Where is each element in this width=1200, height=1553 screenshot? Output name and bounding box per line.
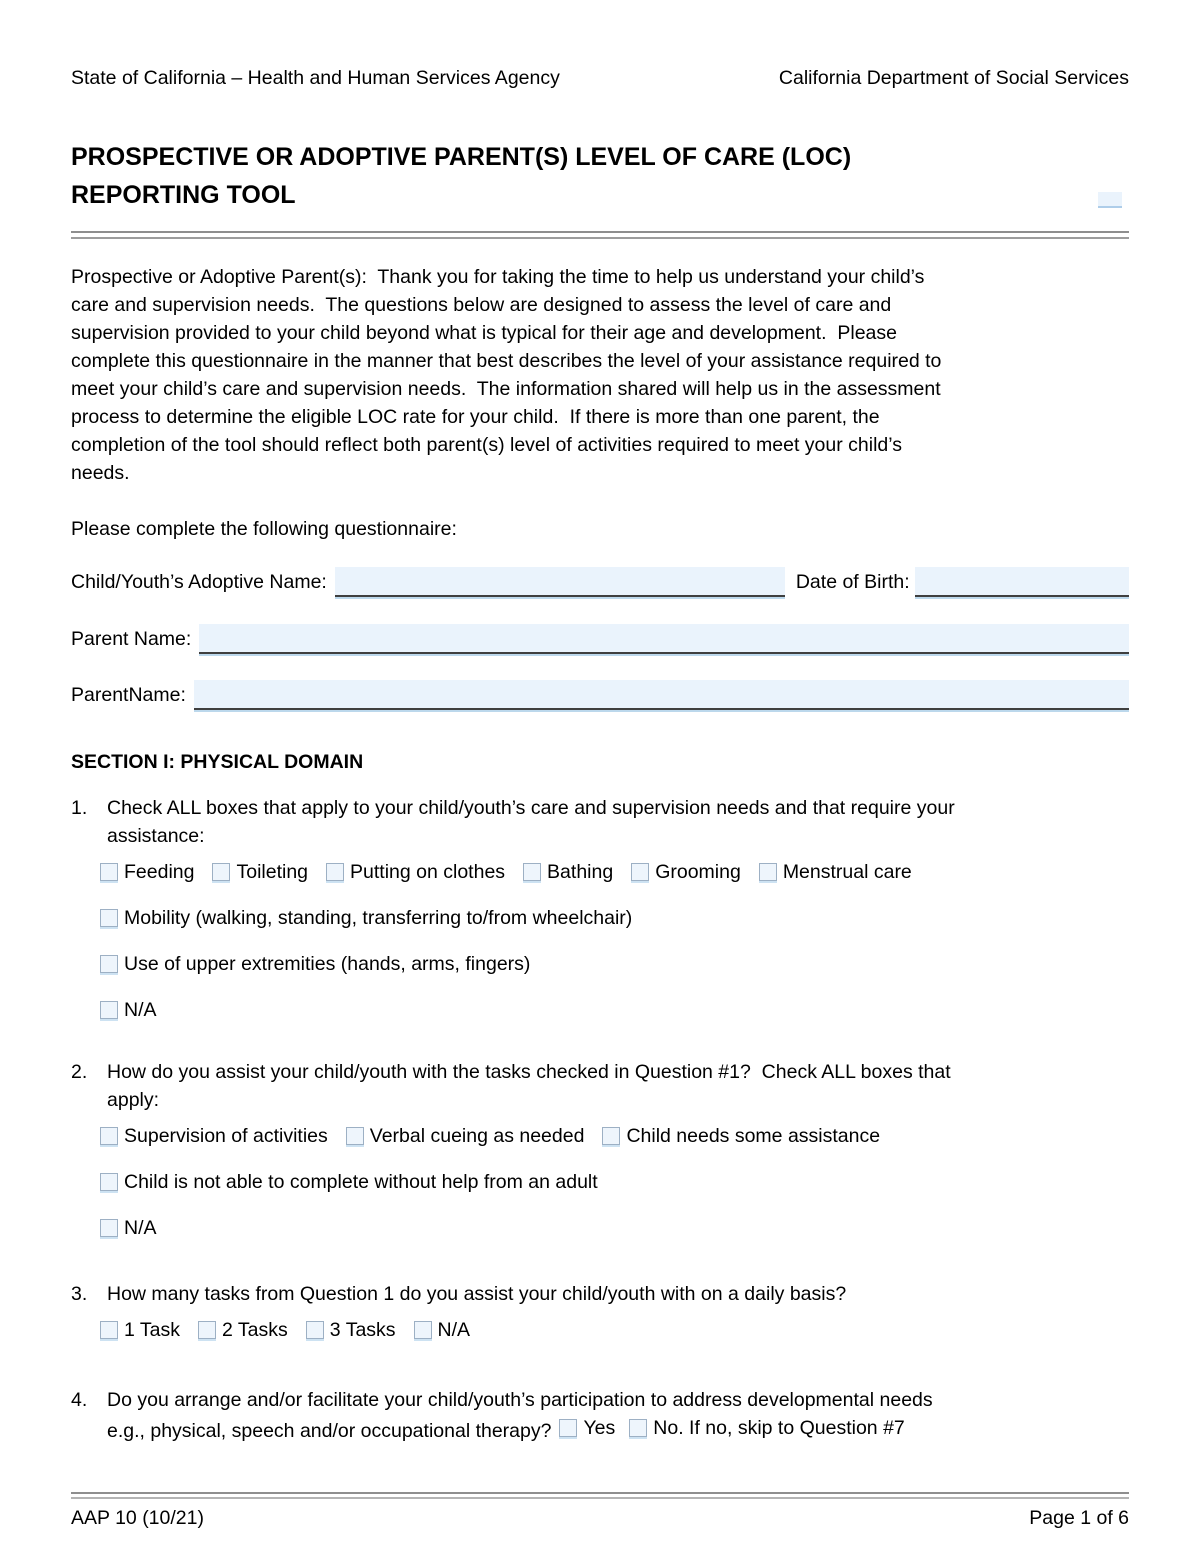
- intro-paragraph: [71, 263, 1129, 487]
- checkbox-q4-no[interactable]: [629, 1419, 647, 1437]
- option-row: [100, 1168, 1129, 1196]
- parent-name-2-input[interactable]: [194, 680, 1129, 710]
- option-putting-on-clothes: [326, 858, 505, 886]
- checkbox-not-able-without-help[interactable]: [100, 1173, 118, 1191]
- checkbox-putting-on-clothes[interactable]: [326, 863, 344, 881]
- question-2-text: [107, 1058, 1129, 1114]
- option-label: Use of upper extremities (hands, arms, fingers): [124, 952, 531, 975]
- option-supervision: [100, 1122, 328, 1150]
- option-row: [100, 996, 1129, 1024]
- question-text-line: Check ALL boxes that apply to your child/youth’s care and supervision needs and that require your: [107, 796, 955, 819]
- intro-line: completion of the tool should reflect both parent(s) level of activities required to meet your child’s: [71, 433, 902, 456]
- option-feeding: [100, 858, 194, 886]
- option-toileting: [212, 858, 308, 886]
- question-2-options: [100, 1122, 1129, 1242]
- question-1-text: [107, 794, 1129, 850]
- page-title-line-1: PROSPECTIVE OR ADOPTIVE PARENT(S) LEVEL OF CARE (LOC): [71, 143, 852, 171]
- intro-line: meet your child’s care and supervision needs. The information shared will help us in the assessment: [71, 377, 941, 400]
- option-label: 2 Tasks: [222, 1318, 288, 1341]
- question-4-number: 4.: [71, 1388, 88, 1411]
- question-3-options: [100, 1316, 1129, 1344]
- option-q2-na: [100, 1214, 157, 1242]
- intro-line: supervision provided to your child beyond what is typical for their age and development. Please: [71, 321, 897, 344]
- checkbox-1-task[interactable]: [100, 1321, 118, 1339]
- option-label: Child is not able to complete without help from an adult: [124, 1170, 598, 1193]
- checkbox-feeding[interactable]: [100, 863, 118, 881]
- option-menstrual-care: [759, 858, 912, 886]
- question-text-line: Do you arrange and/or facilitate your child/youth’s participation to address developmental needs: [107, 1388, 933, 1411]
- option-row: [100, 1214, 1129, 1242]
- checkbox-3-tasks[interactable]: [306, 1321, 324, 1339]
- option-some-assistance: [602, 1122, 880, 1150]
- intro-line: needs.: [71, 461, 130, 484]
- option-q4-no: [629, 1414, 904, 1442]
- option-label: Grooming: [655, 860, 741, 883]
- option-label: Toileting: [236, 860, 309, 883]
- title-form-field[interactable]: [1098, 192, 1122, 208]
- dob-label: Date of Birth:: [795, 570, 910, 593]
- option-row: [100, 950, 1129, 978]
- question-4-inline-options: [559, 1414, 904, 1442]
- child-name-row: [71, 567, 1129, 597]
- parent-name-label: Parent Name:: [71, 627, 192, 650]
- question-1-options: [100, 858, 1129, 1024]
- question-3-number: 3.: [71, 1282, 88, 1305]
- option-2-tasks: [198, 1316, 288, 1344]
- option-row: [100, 904, 1129, 932]
- option-label: 3 Tasks: [329, 1318, 396, 1341]
- checkbox-upper-extremities[interactable]: [100, 955, 118, 973]
- question-4-text: [107, 1386, 1129, 1445]
- option-bathing: [523, 858, 613, 886]
- option-label: Child needs some assistance: [626, 1124, 881, 1147]
- checkbox-q4-yes[interactable]: [559, 1419, 577, 1437]
- question-text-line: [107, 1414, 1129, 1445]
- intro-line: care and supervision needs. The questions below are designed to assess the level of care and: [71, 293, 892, 316]
- option-1-task: [100, 1316, 180, 1344]
- option-mobility: [100, 904, 632, 932]
- option-label: Putting on clothes: [350, 860, 506, 883]
- page-title-line-2: REPORTING TOOL: [71, 181, 296, 209]
- option-verbal-cueing: [346, 1122, 585, 1150]
- checkbox-mobility[interactable]: [100, 909, 118, 927]
- option-q3-na: [414, 1316, 471, 1344]
- checkbox-2-tasks[interactable]: [198, 1321, 216, 1339]
- option-not-able-without-help: [100, 1168, 598, 1196]
- question-text-line: apply:: [107, 1088, 160, 1111]
- option-label: Menstrual care: [782, 860, 912, 883]
- option-row: [100, 858, 1129, 886]
- option-label: 1 Task: [124, 1318, 181, 1341]
- question-text-part: e.g., physical, speech and/or occupational therapy?: [107, 1419, 552, 1442]
- checkbox-menstrual-care[interactable]: [759, 863, 777, 881]
- option-label: Mobility (walking, standing, transferring to/from wheelchair): [124, 906, 633, 929]
- option-grooming: [631, 858, 741, 886]
- checkbox-q1-na[interactable]: [100, 1001, 118, 1019]
- footer-divider: [71, 1492, 1129, 1499]
- question-4: [71, 1386, 1129, 1445]
- checkbox-verbal-cueing[interactable]: [346, 1127, 364, 1145]
- child-name-label: Child/Youth’s Adoptive Name:: [71, 570, 327, 593]
- dob-input[interactable]: [915, 567, 1129, 597]
- parent-name-2-row: [71, 680, 1129, 710]
- page-header: [71, 66, 1129, 90]
- question-2-number: 2.: [71, 1060, 88, 1083]
- instruction-text: Please complete the following questionnaire:: [71, 517, 457, 540]
- page-title: [71, 138, 1129, 214]
- question-text-line: assistance:: [107, 824, 205, 847]
- page-footer: [71, 1492, 1129, 1530]
- option-label: No. If no, skip to Question #7: [653, 1416, 905, 1439]
- checkbox-grooming[interactable]: [631, 863, 649, 881]
- intro-line: Prospective or Adoptive Parent(s): Thank you for taking the time to help us understand your child’s: [71, 265, 925, 288]
- footer-page-number: Page 1 of 6: [1029, 1507, 1129, 1529]
- parent-name-2-label: ParentName:: [71, 683, 186, 706]
- question-1: [71, 794, 1129, 1024]
- header-agency: State of California – Health and Human Services Agency: [71, 67, 560, 89]
- header-department: California Department of Social Services: [778, 67, 1129, 89]
- checkbox-bathing[interactable]: [523, 863, 541, 881]
- option-label: Feeding: [124, 860, 195, 883]
- question-1-number: 1.: [71, 796, 88, 819]
- question-3: [71, 1280, 1129, 1344]
- checkbox-supervision[interactable]: [100, 1127, 118, 1145]
- option-label: N/A: [437, 1318, 471, 1341]
- question-text-line: How do you assist your child/youth with the tasks checked in Question #1? Check ALL boxes that: [107, 1060, 951, 1083]
- intro-line: process to determine the eligible LOC rate for your child. If there is more than one parent, the: [71, 405, 880, 428]
- title-divider: [71, 231, 1129, 239]
- checkbox-toileting[interactable]: [212, 863, 230, 881]
- option-label: N/A: [124, 1216, 157, 1239]
- footer-form-number: AAP 10 (10/21): [71, 1507, 204, 1529]
- question-2: [71, 1058, 1129, 1242]
- section-1-heading: SECTION I: PHYSICAL DOMAIN: [71, 750, 364, 773]
- option-row: [100, 1122, 1129, 1150]
- option-label: Verbal cueing as needed: [369, 1124, 585, 1147]
- option-3-tasks: [306, 1316, 396, 1344]
- option-upper-extremities: [100, 950, 530, 978]
- option-label: Supervision of activities: [124, 1124, 328, 1147]
- question-3-text: [107, 1280, 1129, 1308]
- parent-name-input[interactable]: [199, 624, 1129, 654]
- question-text-line: How many tasks from Question 1 do you assist your child/youth with on a daily basis?: [107, 1282, 847, 1305]
- option-row: [100, 1316, 1129, 1344]
- child-name-input[interactable]: [335, 567, 785, 597]
- option-label: N/A: [124, 998, 157, 1021]
- checkbox-q2-na[interactable]: [100, 1219, 118, 1237]
- option-q4-yes: [559, 1414, 615, 1442]
- option-label: Bathing: [547, 860, 614, 883]
- option-q1-na: [100, 996, 157, 1024]
- checkbox-some-assistance[interactable]: [602, 1127, 620, 1145]
- intro-line: complete this questionnaire in the manner that best describes the level of your assistance required to: [71, 349, 942, 372]
- option-label: Yes: [583, 1416, 616, 1439]
- parent-name-row: [71, 624, 1129, 654]
- checkbox-q3-na[interactable]: [414, 1321, 432, 1339]
